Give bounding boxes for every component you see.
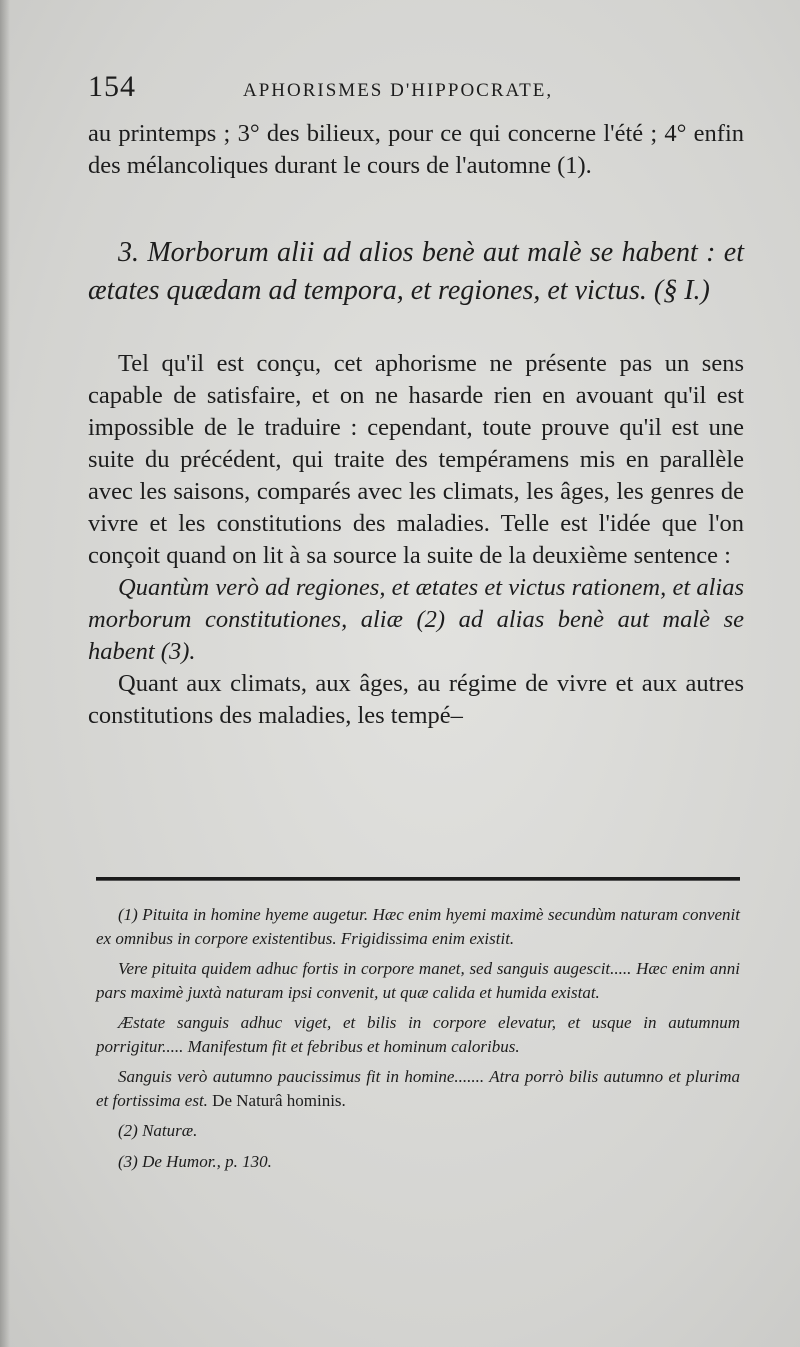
footnotes	[96, 903, 740, 1180]
footnote-separator	[96, 877, 740, 881]
running-title: APHORISMES D'HIPPOCRATE,	[243, 80, 554, 101]
footnote-1: (1) Pituita in homine hyeme augetur. Hæc enim hyemi maximè secundùm naturam convenit ex omnibus in corpore existentibus. Frigidissima enim existit.	[96, 905, 740, 948]
aphorism-latin: 3. Morborum alii ad alios benè aut malè se habent : et ætates quædam ad tempora, et regiones, et victus. (§ I.)	[88, 237, 744, 306]
footnote-1-latin: Sanguis verò autumno paucissimus fit in homine....... Atra porrò bilis autumno et plurima et fortissima est.	[96, 1067, 740, 1110]
page-header	[88, 70, 744, 120]
footnote-2: (2) Naturæ.	[118, 1121, 198, 1140]
footnote-1-continued: Vere pituita quidem adhuc fortis in corpore manet, sed sanguis augescit..... Hæc enim anni pars maximè juxtà naturam ipsi convenit, ut quæ calida et humida existat.	[96, 959, 740, 1002]
commentary-paragraph: Tel qu'il est conçu, cet aphorisme ne présente pas un sens capable de satisfaire, et on ne hasarde rien en avouant qu'il est impossible de le traduire : cependant, toute prouve qu'il est une suite du précédent, qui traite des tempéramens mis en parallèle avec les saisons, comparés avec les climats, les âges, les genres de vivre et les constitutions des maladies. Telle est l'idée que l'on conçoit quand on lit à sa source la suite de la deuxième sentence :	[88, 350, 744, 569]
latin-quotation: Quantùm verò ad regiones, et ætates et victus rationem, et alias morborum constitutiones, aliæ (2) ad alias benè aut malè se habent (3).	[88, 574, 744, 665]
commentary-paragraph-2: Quant aux climats, aux âges, au régime de vivre et aux autres constitutions des maladies, les tempé–	[88, 670, 744, 729]
footnote-1-continued-3	[96, 1065, 740, 1112]
main-text	[88, 118, 744, 732]
footnote-3: (3) De Humor., p. 130.	[118, 1151, 272, 1171]
footnote-1-source: De Naturâ hominis.	[212, 1090, 346, 1110]
continuation-paragraph: au printemps ; 3° des bilieux, pour ce qui concerne l'été ; 4° enfin des mélancoliques durant le cours de l'automne (1).	[88, 120, 744, 179]
page-number: 154	[88, 70, 136, 103]
footnote-1-continued-2: Æstate sanguis adhuc viget, et bilis in corpore elevatur, et usque in autumnum porrigitur..... Manifestum fit et febribus et hominum caloribus.	[96, 1013, 740, 1056]
